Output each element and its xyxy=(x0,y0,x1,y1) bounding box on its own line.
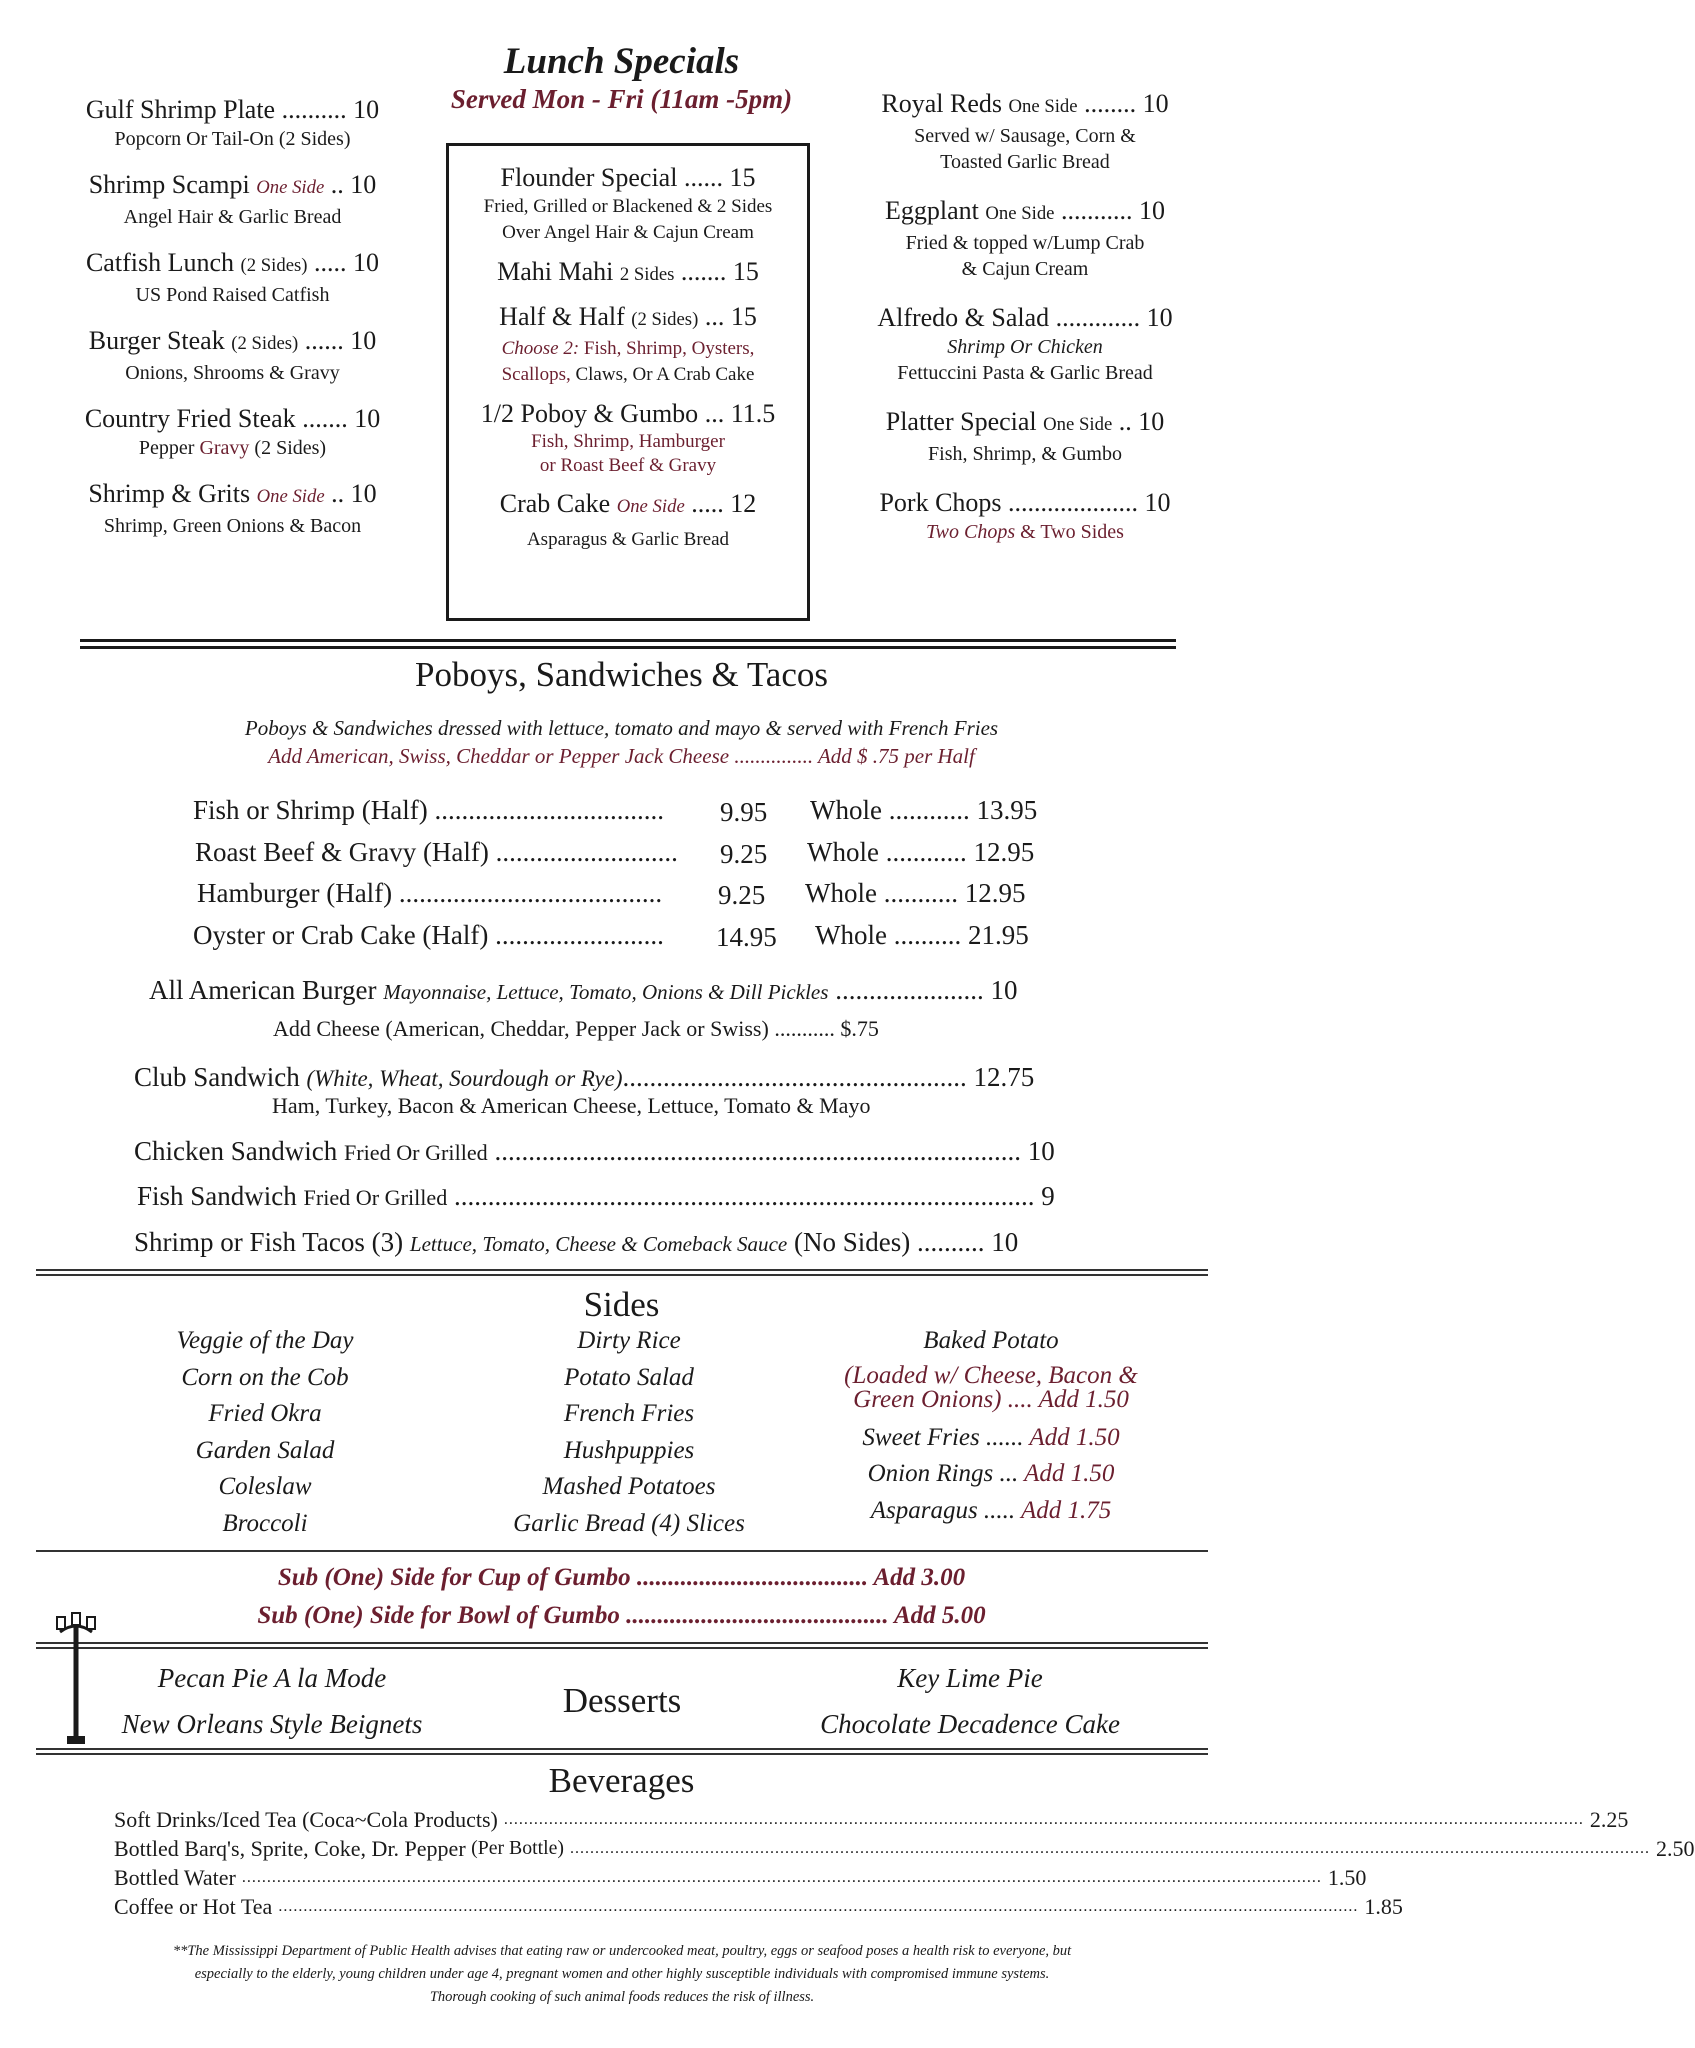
half-price: 9.25 xyxy=(718,880,766,910)
list-item: Baked Potato xyxy=(923,1327,1059,1354)
sides-column-2 xyxy=(464,1323,794,1542)
whole-price: Whole ............ 12.95 xyxy=(807,837,1035,867)
menu-item: Catfish Lunch (2 Sides) ..... 10 US Pond Raised Catfish xyxy=(85,248,380,306)
lunch-special-box xyxy=(446,143,810,621)
loaded-potato-note: (Loaded w/ Cheese, Bacon & Green Onions) .... Add 1.50 xyxy=(844,1361,1138,1413)
lunch-right-column xyxy=(830,88,1220,562)
menu-item: Eggplant One Side ........... 10 Fried & topped w/Lump Crab & Cajun Cream xyxy=(885,196,1165,280)
menu-item: Shrimp Scampi One Side .. 10 Angel Hair & Garlic Bread xyxy=(88,170,377,228)
list-item: Asparagus ..... Add 1.75 xyxy=(870,1496,1112,1524)
menu-item: 1/2 Poboy & Gumbo ... 11.5 Fish, Shrimp, Hamburger or Roast Beef & Gravy xyxy=(480,399,776,476)
burger-add-cheese: Add Cheese (American, Cheddar, Pepper Jack or Swiss) ........... $.75 xyxy=(273,1016,879,1041)
poboys-title: Poboys, Sandwiches & Tacos xyxy=(415,655,828,694)
table-row: Hamburger (Half) ....................................... xyxy=(197,878,663,908)
list-item: Pecan Pie A la Mode xyxy=(157,1663,387,1693)
table-row: Roast Beef & Gravy (Half) ........................... xyxy=(195,837,678,867)
health-notice: **The Mississippi Department of Public Health advises that eating raw or undercooked meat, poultry, eggs or seafood poses a health risk to everyone, but especially to the elderly, young children under age 4, pregnant women and other highly susceptible individuals with compromised immune systems. Thorough cooking of such animal foods reduces the risk of illness. xyxy=(172,1943,1072,2005)
half-price: 9.95 xyxy=(720,797,768,827)
list-item: Sweet Fries ...... Add 1.50 xyxy=(862,1423,1120,1451)
desserts-left xyxy=(72,1655,472,1747)
menu-item: Half & Half (2 Sides) ... 15 Choose 2: Fish, Shrimp, Oysters, Scallops, Claws, Or A Crab Cake xyxy=(499,302,757,385)
poboys-note: Poboys & Sandwiches dressed with lettuce, tomato and mayo & served with French Fries xyxy=(244,716,999,740)
sides-column-1 xyxy=(100,1323,430,1542)
menu-item: Flounder Special ...... 15 Fried, Grilled or Blackened & 2 Sides Over Angel Hair & Cajun Cream xyxy=(483,163,773,243)
whole-price: Whole ........... 12.95 xyxy=(805,878,1026,908)
half-price: 14.95 xyxy=(716,922,777,952)
list-item: Key Lime Pie xyxy=(897,1663,1043,1693)
list-item: Coleslaw xyxy=(218,1473,312,1500)
list-item: Hushpuppies xyxy=(563,1436,695,1464)
section-divider xyxy=(36,1642,1208,1649)
club-row: Club Sandwich (White, Wheat, Sourdough or Rye)................................................... 12.75 xyxy=(134,1062,1035,1092)
tacos-row: Shrimp or Fish Tacos (3) Lettuce, Tomato, Cheese & Comeback Sauce (No Sides) .......... 10 xyxy=(134,1227,1019,1257)
menu-item: Country Fried Steak ....... 10 Pepper Gravy (2 Sides) xyxy=(84,404,381,459)
list-item: New Orleans Style Beignets xyxy=(121,1709,423,1739)
list-item: Veggie of the Day xyxy=(176,1327,354,1354)
beverages-list xyxy=(114,1805,1695,1921)
list-item: Fried Okra xyxy=(208,1400,322,1427)
menu-item: Royal Reds One Side ........ 10 Served w/ Sausage, Corn & Toasted Garlic Bread xyxy=(881,89,1169,173)
gumbo-bowl-upgrade: Sub (One) Side for Bowl of Gumbo .......................................... Add 5.00 xyxy=(257,1602,986,1629)
menu-item: Mahi Mahi 2 Sides ....... 15 xyxy=(497,257,759,286)
lunch-subtitle: Served Mon - Fri (11am -5pm) xyxy=(450,84,793,114)
club-description: Ham, Turkey, Bacon & American Cheese, Lettuce, Tomato & Mayo xyxy=(272,1093,871,1118)
list-item: Onion Rings ... Add 1.50 xyxy=(867,1460,1115,1487)
menu-item: Gulf Shrimp Plate .......... 10 Popcorn Or Tail-On (2 Sides) xyxy=(85,95,380,150)
section-divider xyxy=(36,1269,1208,1276)
lunch-title: Lunch Specials xyxy=(503,41,740,82)
list-item: Mashed Potatoes xyxy=(542,1473,716,1500)
section-divider xyxy=(36,1550,1208,1552)
cheese-note: Add American, Swiss, Cheddar or Pepper Jack Cheese ............... Add $ .75 per Half xyxy=(268,744,975,768)
menu-item: Platter Special One Side .. 10 Fish, Shrimp, & Gumbo xyxy=(885,407,1165,465)
list-item: Dirty Rice xyxy=(577,1327,681,1354)
list-item: French Fries xyxy=(563,1400,695,1427)
section-divider xyxy=(80,639,1176,649)
list-item: Bottled Water ........................................................................................................................................................................................................................ 1.50 xyxy=(114,1865,1367,1890)
list-item: Coffee or Hot Tea ........................................................................................................................................................................................................................ 1.85 xyxy=(114,1894,1403,1919)
whole-price: Whole ............ 13.95 xyxy=(810,795,1038,825)
menu-item: Pork Chops .................... 10 Two Chops & Two Sides xyxy=(879,488,1171,543)
fish-sandwich-row: Fish Sandwich Fried Or Grilled ...................................................................................... 9 xyxy=(137,1181,1055,1211)
list-item: Garlic Bread (4) Slices xyxy=(513,1509,745,1537)
desserts-right xyxy=(770,1655,1170,1747)
lunch-left-column xyxy=(40,94,425,556)
list-item: Potato Salad xyxy=(564,1363,694,1391)
menu-item: Alfredo & Salad ............. 10 Shrimp Or Chicken Fettuccini Pasta & Garlic Bread xyxy=(877,303,1173,384)
menu-item: Crab Cake One Side ..... 12 Asparagus & Garlic Bread xyxy=(499,489,757,550)
list-item: Broccoli xyxy=(222,1509,308,1537)
list-item: Soft Drinks/Iced Tea (Coca~Cola Products) ........................................................................................................................................................................................................................ 2.25 xyxy=(114,1807,1629,1832)
menu-item: Shrimp & Grits One Side .. 10 Shrimp, Green Onions & Bacon xyxy=(88,479,377,537)
desserts-title: Desserts xyxy=(562,1681,682,1720)
chicken-row: Chicken Sandwich Fried Or Grilled .............................................................................. 10 xyxy=(134,1136,1055,1166)
list-item: Corn on the Cob xyxy=(181,1363,349,1391)
lunch-header xyxy=(400,40,843,114)
list-item: Chocolate Decadence Cake xyxy=(820,1709,1120,1739)
half-price: 9.25 xyxy=(720,839,768,869)
section-divider xyxy=(36,1748,1208,1755)
menu-item: Burger Steak (2 Sides) ...... 10 Onions, Shrooms & Gravy xyxy=(88,326,377,384)
list-item: Bottled Barq's, Sprite, Coke, Dr. Pepper (Per Bottle) ........................................................................................................................................................................................................................ 2.50 xyxy=(114,1836,1695,1861)
list-item: Garden Salad xyxy=(195,1436,335,1464)
beverages-title: Beverages xyxy=(548,1761,695,1800)
table-row: Fish or Shrimp (Half) .................................. xyxy=(193,795,664,825)
whole-price: Whole .......... 21.95 xyxy=(815,920,1029,950)
sides-title: Sides xyxy=(583,1285,660,1324)
gumbo-cup-upgrade: Sub (One) Side for Cup of Gumbo ..................................... Add 3.00 xyxy=(277,1564,966,1591)
sides-column-3 xyxy=(826,1323,1156,1529)
table-row: Oyster or Crab Cake (Half) ......................... xyxy=(193,920,664,950)
burger-row: All American Burger Mayonnaise, Lettuce, Tomato, Onions & Dill Pickles ...................... 10 xyxy=(149,975,1018,1005)
